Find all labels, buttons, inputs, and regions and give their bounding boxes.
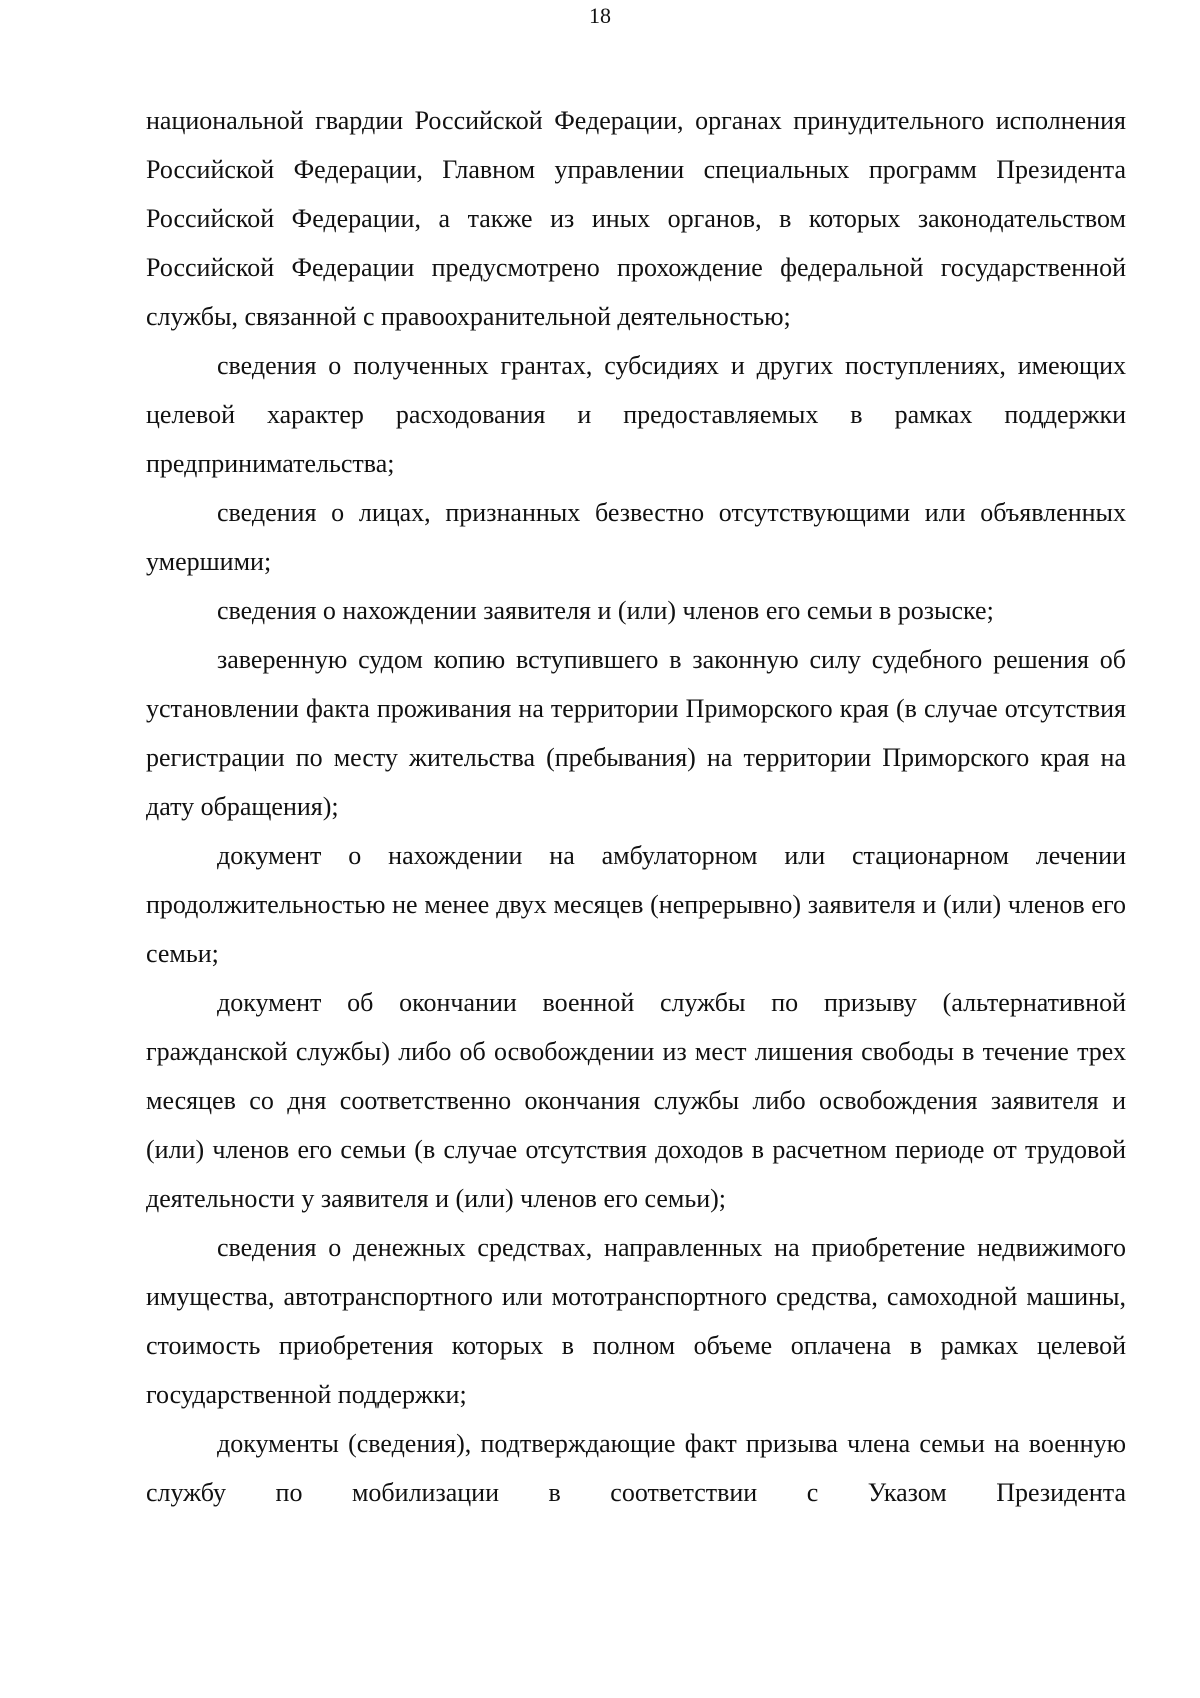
paragraph-military-service: документ об окончании военной службы по призыву (альтернативной гражданской службы) либо об освобождении из мест лишения свободы в течение трех месяцев со дня соответственно окончания службы либо освобождения заявителя и (или) членов его семьи (в случае отсутствия доходов в расчетном периоде от трудовой деятельности у заявителя и (или) членов его семьи);	[146, 988, 1126, 1213]
paragraph-missing-persons: сведения о лицах, признанных безвестно отсутствующими или объявленных умершими;	[146, 498, 1126, 576]
paragraph-medical-treatment: документ о нахождении на амбулаторном или стационарном лечении продолжительностью не менее двух месяцев (непрерывно) заявителя и (или) членов его семьи;	[146, 841, 1126, 968]
paragraph-wanted: сведения о нахождении заявителя и (или) членов его семьи в розыске;	[217, 596, 994, 625]
paragraph-continuation: национальной гвардии Российской Федерации, органах принудительного исполнения Российской Федерации, Главном управлении специальных программ Президента Российской Федерации, а также из иных органов, в которых законодательством Российской Федерации предусмотрено прохождение федеральной государственной службы, связанной с правоохранительной деятельностью;	[146, 106, 1126, 331]
document-body	[146, 96, 1126, 1517]
paragraph-court-decision: заверенную судом копию вступившего в законную силу судебного решения об установлении факта проживания на территории Приморского края (в случае отсутствия регистрации по месту жительства (пребывания) на территории Приморского края на дату обращения);	[146, 645, 1126, 821]
page-number: 18	[589, 3, 611, 28]
paragraph-grants: сведения о полученных грантах, субсидиях и других поступлениях, имеющих целевой характер расходования и предоставляемых в рамках поддержки предпринимательства;	[146, 351, 1126, 478]
paragraph-mobilization: документы (сведения), подтверждающие факт призыва члена семьи на военную службу по мобилизации в соответствии с Указом Президента	[146, 1429, 1126, 1507]
paragraph-state-support: сведения о денежных средствах, направленных на приобретение недвижимого имущества, автотранспортного или мототранспортного средства, самоходной машины, стоимость приобретения которых в полном объеме оплачена в рамках целевой государственной поддержки;	[146, 1233, 1126, 1409]
